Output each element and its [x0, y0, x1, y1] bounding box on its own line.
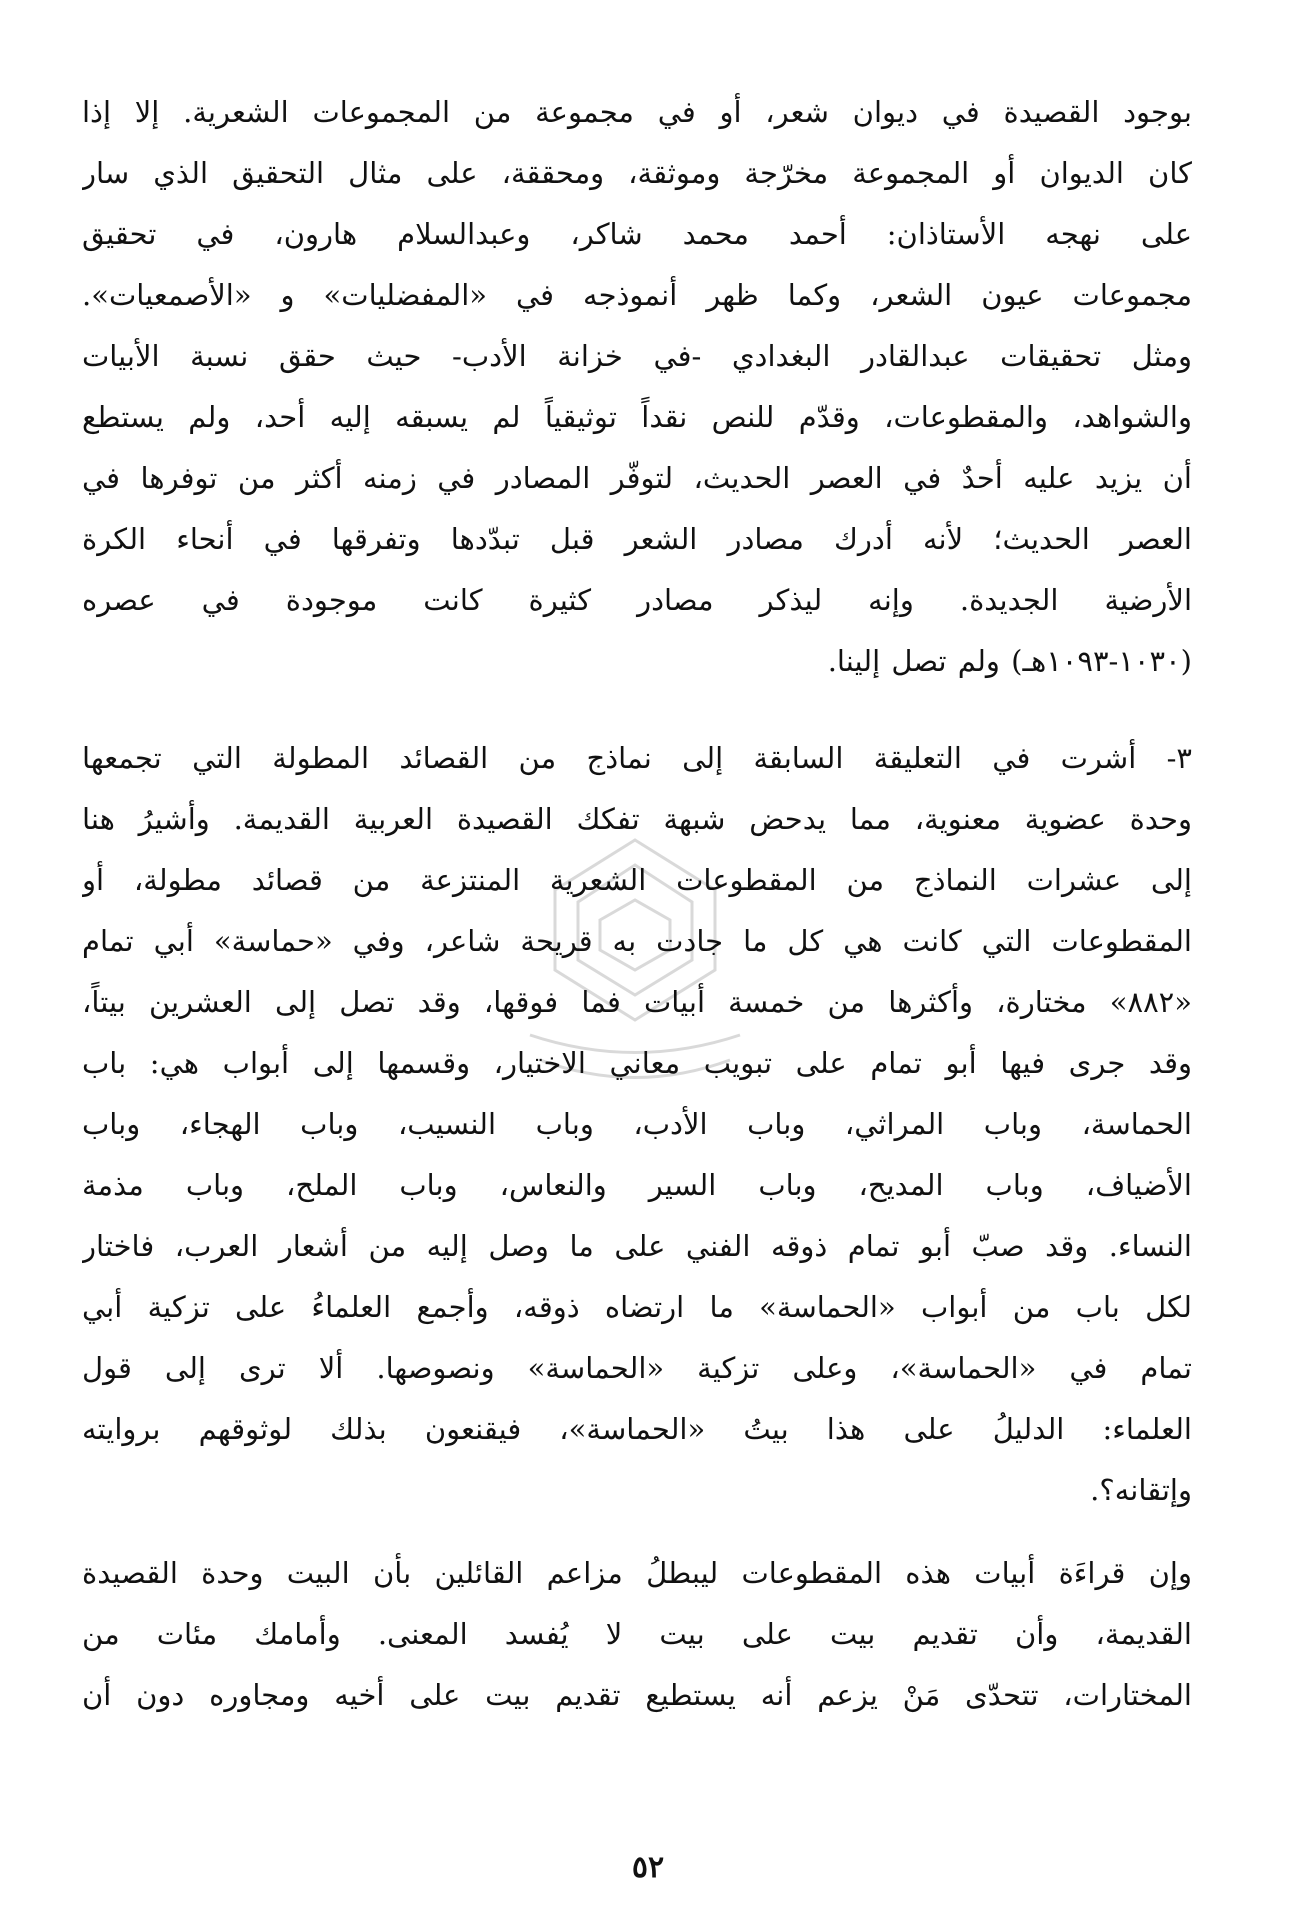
- text-line: ومثل تحقيقات عبدالقادر البغدادي -في خزانة الأدب- حيث حقق نسبة الأبيات: [82, 339, 1192, 373]
- text-line: والشواهد، والمقطوعات، وقدّم للنص نقداً توثيقياً لم يسبقه إليه أحد، ولم يستطع: [82, 400, 1192, 434]
- text-line: وقد جرى فيها أبو تمام على تبويب معاني الاختيار، وقسمها إلى أبواب هي: باب: [82, 1046, 1192, 1080]
- text-line: الأرضية الجديدة. وإنه ليذكر مصادر كثيرة كانت موجودة في عصره: [82, 583, 1192, 617]
- text-line: مجموعات عيون الشعر، وكما ظهر أنموذجه في «المفضليات» و «الأصمعيات».: [82, 278, 1192, 312]
- text-line: بوجود القصيدة في ديوان شعر، أو في مجموعة من المجموعات الشعرية. إلا إذا: [82, 95, 1192, 129]
- text-line: وإتقانه؟.: [1090, 1473, 1192, 1507]
- text-line: العلماء: الدليلُ على هذا بيتُ «الحماسة»، فيقنعون بذلك لوثوقهم بروايته: [82, 1412, 1192, 1446]
- text-line: على نهجه الأستاذان: أحمد محمد شاكر، وعبدالسلام هارون، في تحقيق: [82, 217, 1192, 251]
- text-line: ٣- أشرت في التعليقة السابقة إلى نماذج من القصائد المطولة التي تجمعها: [82, 741, 1192, 775]
- text-line: الأضياف، وباب المديح، وباب السير والنعاس، وباب الملح، وباب مذمة: [82, 1168, 1192, 1202]
- text-line: النساء. وقد صبّ أبو تمام ذوقه الفني على ما وصل إليه من أشعار العرب، فاختار: [82, 1229, 1192, 1263]
- text-line: وحدة عضوية معنوية، مما يدحض شبهة تفكك القصيدة العربية القديمة. وأشيرُ هنا: [82, 802, 1192, 836]
- text-line: تمام في «الحماسة»، وعلى تزكية «الحماسة» ونصوصها. ألا ترى إلى قول: [82, 1351, 1192, 1385]
- paragraph-3: [82, 1543, 1192, 1726]
- text-line: إلى عشرات النماذج من المقطوعات الشعرية المنتزعة من قصائد مطولة، أو: [82, 863, 1192, 897]
- text-line: المختارات، تتحدّى مَنْ يزعم أنه يستطيع تقديم بيت على أخيه ومجاوره دون أن: [82, 1678, 1192, 1712]
- text-line: الحماسة، وباب المراثي، وباب الأدب، وباب النسيب، وباب الهجاء، وباب: [82, 1107, 1192, 1141]
- paragraph-2: [82, 728, 1192, 1521]
- text-line: لكل باب من أبواب «الحماسة» ما ارتضاه ذوقه، وأجمع العلماءُ على تزكية أبي: [82, 1290, 1192, 1324]
- text-line: كان الديوان أو المجموعة مخرّجة وموثقة، ومحققة، على مثال التحقيق الذي سار: [82, 156, 1192, 190]
- text-line: وإن قراءَة أبيات هذه المقطوعات ليبطلُ مزاعم القائلين بأن البيت وحدة القصيدة: [82, 1556, 1192, 1590]
- text-line: «٨٨٢» مختارة، وأكثرها من خمسة أبيات فما فوقها، وقد تصل إلى العشرين بيتاً،: [82, 985, 1192, 1019]
- text-line: العصر الحديث؛ لأنه أدرك مصادر الشعر قبل تبدّدها وتفرقها في أنحاء الكرة: [82, 522, 1192, 556]
- text-line: أن يزيد عليه أحدٌ في العصر الحديث، لتوفّر المصادر في زمنه أكثر من توفرها في: [82, 461, 1192, 495]
- text-line: القديمة، وأن تقديم بيت على بيت لا يُفسد المعنى. وأمامك مئات من: [82, 1617, 1192, 1651]
- text-line: (١٠٣٠-١٠٩٣هـ) ولم تصل إلينا.: [827, 644, 1192, 678]
- page-number: ٥٢: [631, 1850, 665, 1885]
- text-line: المقطوعات التي كانت هي كل ما جادت به قريحة شاعر، وفي «حماسة» أبي تمام: [82, 924, 1192, 958]
- paragraph-1: [82, 82, 1192, 692]
